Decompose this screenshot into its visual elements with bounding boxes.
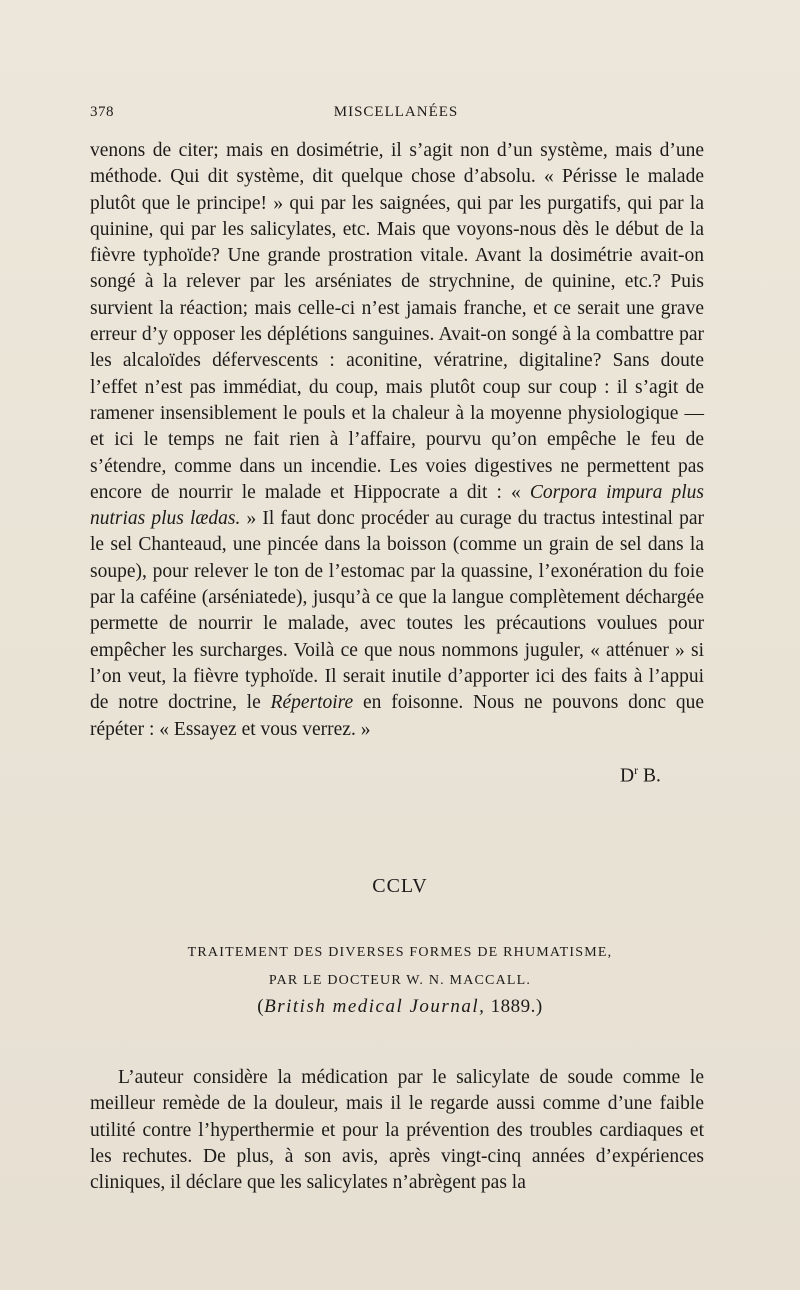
article-number: CCLV <box>372 875 428 897</box>
paragraph: L’auteur considère la médication par le salicylate de soude comme le meilleur remède de la douleur, mais il le regarde aussi comme d’une faible utilité contre l’hyperthermie et pour la prévention des troubles cardiaques et les rechutes. De plus, à son avis, après vingt-cinq années d’expériences cliniques, il déclare que les salicylates n’abrègent pas la <box>90 1067 704 1194</box>
author-signature: $D^r$ B. <box>620 763 661 787</box>
page-number: 378 <box>90 104 114 120</box>
continued-article-text <box>90 138 704 743</box>
article-title: TRAITEMENT DES DIVERSES FORMES DE RHUMATISME, <box>187 945 613 960</box>
article-author: PAR LE DOCTEUR W. N. MACCALL. <box>268 973 532 988</box>
running-head: MISCELLANÉES <box>333 104 459 120</box>
text-run: venons de citer; mais en dosimétrie, il s’agit non d’un système, mais d’une méthode. Qui dit système, dit quelque chose d’absolu. « Périsse le malade plutôt que le principe! » qui par les saignées, qui par les purgatifs, qui par la quinine, qui par les salicylates, etc. Mais que voyons-nous dès le début de la fièvre typhoïde? Une grande prostration vitale. Avant la dosimétrie avait-on songé à la relever par les arséniates de strychnine, de quinine, etc.? Puis survient la réaction; mais celle-ci n’est jamais franche, et ce serait une grave erreur d’y opposer les déplétions sanguines. Avait-on songé à la combattre par les alcaloïdes défervescents : aconitine, vératrine, digitaline? Sans doute l’effet n’est pas immédiat, du coup, mais plutôt coup sur coup : il s’agit de ramener insensiblement le pouls et la chaleur à la moyenne physiologique — et ici le temps ne fait rien à l’affaire, pourvu qu’on empêche le feu de s’étendre, comme dans un incendie. Les voies digestives ne permettent pas encore de nourrir le malade et Hippocrate a dit : « <box>90 140 704 503</box>
article-source: (British medical Journal, 1889.) <box>257 996 543 1017</box>
latin-quote: Corpora impura plus nutrias plus lædas. <box>90 481 705 530</box>
article-body <box>90 1065 704 1196</box>
text-run: » Il faut donc procéder au curage du tractus intestinal par le sel Chanteaud, une pincée dans la boisson (comme un grain de sel dans la soupe), pour relever le ton de l’estomac par la quassine, l’exonération du foie par la caféine (arséniatede), jusqu’à ce que la langue complètement déchargée permette de nourrir le malade, avec toutes les précautions voulues pour empêcher les surcharges. Voilà ce que nous nommons juguler, « atténuer » si l’on veut, la fièvre typhoïde. Il serait inutile d’apporter ici des faits à l’appui de notre doctrine, le <box>90 508 704 714</box>
paragraph <box>90 138 704 743</box>
text-run: en foisonne. Nous ne pouvons donc que répéter : « Essayez et vous verrez. » <box>90 692 704 740</box>
repertoire-title: Répertoire <box>270 692 354 714</box>
journal-name: British medical Journal, <box>264 996 486 1017</box>
